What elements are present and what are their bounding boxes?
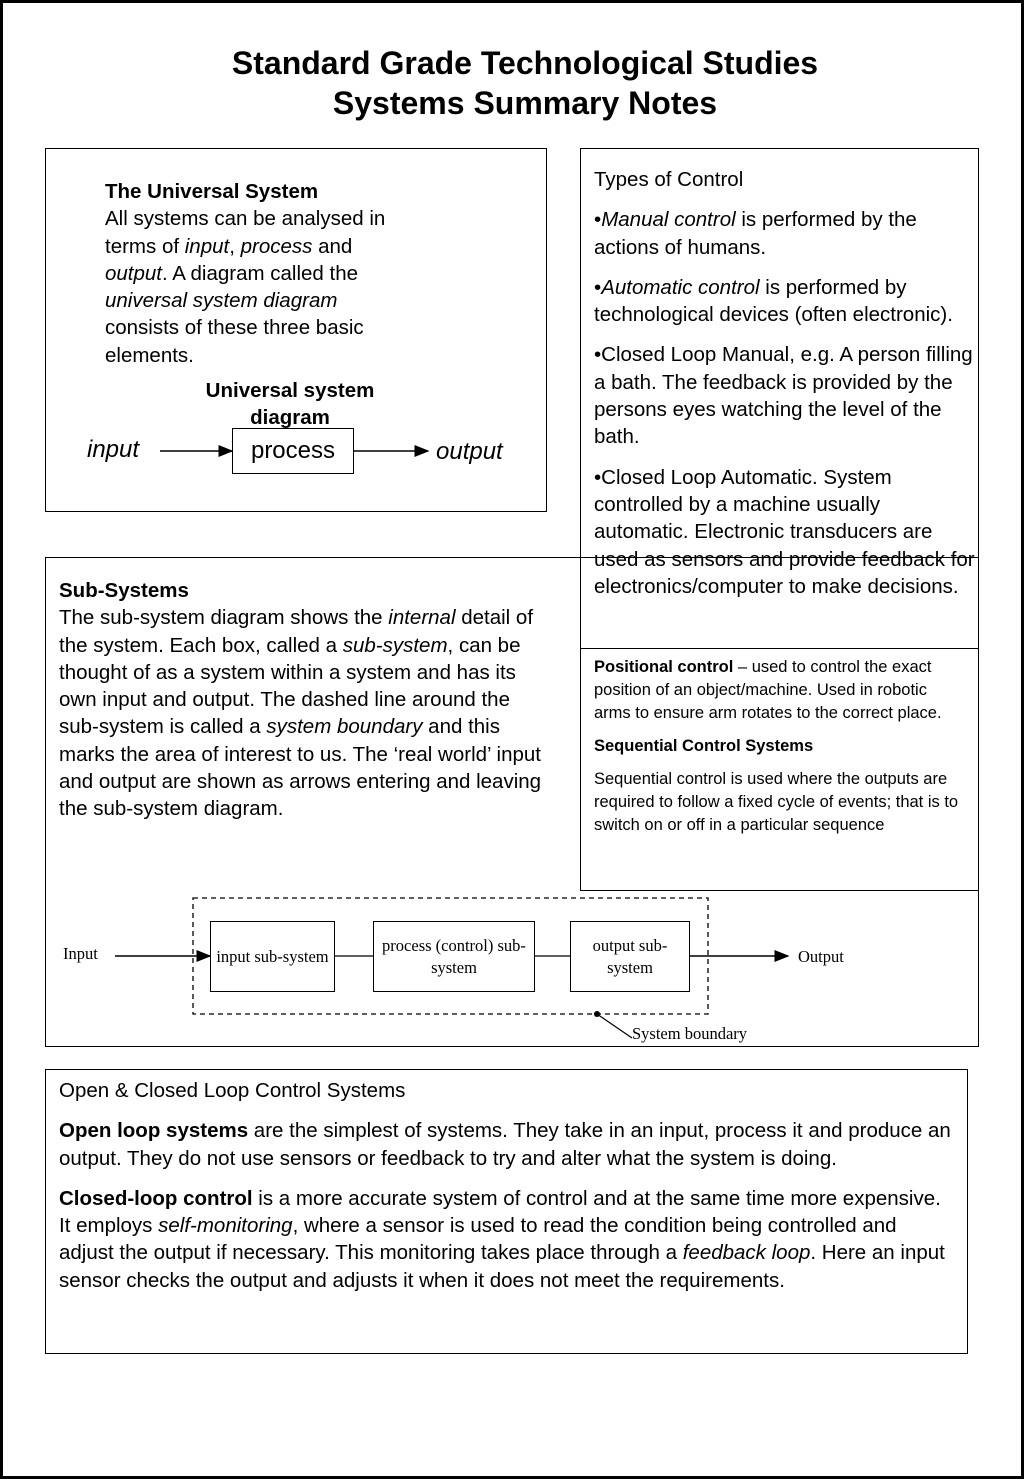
universal-em-process: process: [240, 234, 313, 258]
sub-systems-heading: Sub-Systems: [59, 579, 189, 602]
open-loop-bold: Open loop systems: [59, 1119, 249, 1143]
sequential-heading: Sequential Control Systems: [594, 737, 814, 755]
closed-loop-text-1: is a more accurate system of control and at the same time more expensive. It employs: [59, 1186, 941, 1238]
sub-text-1: The sub-system diagram shows the: [59, 606, 389, 630]
universal-text-1: All systems can be analysed in terms of: [105, 207, 386, 258]
universal-em-input: input: [184, 234, 230, 258]
automatic-control-text: is performed by technological devices (often electronic).: [594, 275, 953, 327]
universal-heading: The Universal System: [105, 180, 319, 203]
manual-control-em: Manual control: [601, 208, 736, 232]
manual-control-text: is performed by the actions of humans.: [594, 208, 917, 259]
universal-input-label: input: [87, 436, 140, 463]
input-subsystem-box: input sub-system: [210, 921, 335, 992]
sub-em-subsystem: sub-system: [342, 633, 448, 657]
sub-input-label: Input: [63, 944, 98, 963]
sub-text-2: detail of the system. Each box, called a: [59, 606, 534, 657]
sub-text-4: and this marks the area of interest to us. The ‘real world’ input and output are shown as arrows entering and leaving the sub-system diagram.: [59, 715, 542, 821]
universal-diagram-title: Universal system diagram: [205, 379, 375, 429]
system-boundary-label: System boundary: [632, 1024, 748, 1043]
automatic-control-em: Automatic control: [601, 275, 760, 299]
universal-output-label: output: [436, 438, 503, 465]
page-subtitle: Systems Summary Notes: [332, 85, 718, 121]
universal-em-output: output: [105, 261, 162, 285]
closed-loop-text-2: , where a sensor is used to read the condition being controlled and adjust the output if necessary. This monitoring takes place through a: [59, 1214, 897, 1265]
positional-text: – used to control the exact position of an object/machine. Used in robotic arms to ensure arm rotates to the correct place.: [594, 658, 942, 722]
sub-em-boundary: system boundary: [266, 715, 423, 739]
closed-loop-bold: Closed-loop control: [59, 1186, 253, 1210]
closed-loop-em-2: feedback loop: [682, 1241, 811, 1265]
page-title: Standard Grade Technological Studies: [231, 45, 819, 81]
boundary-pointer-dot: [594, 1011, 600, 1017]
universal-text-3: and: [312, 234, 353, 258]
universal-em-diagram: universal system diagram: [105, 289, 338, 313]
positional-heading: Positional control: [594, 658, 734, 676]
closed-loop-text-3: . Here an input sensor checks the output and adjusts it when it does not meet the requirements.: [59, 1241, 945, 1292]
auto-bullet: •: [594, 275, 602, 299]
output-subsystem-box: output sub-system: [570, 921, 690, 992]
closed-loop-em-1: self-monitoring: [158, 1214, 293, 1238]
universal-text-4: . A diagram called the: [162, 261, 359, 285]
closed-loop-automatic-text: •Closed Loop Automatic. System controlled by a machine usually automatic. Electronic transducers are used as sensors and provide feedback for electronics/computer to make decisions.: [594, 465, 975, 598]
manual-bullet: •: [594, 208, 602, 232]
loop-control-text: [59, 1077, 954, 1294]
boundary-pointer: [597, 1014, 632, 1038]
process-subsystem-box: process (control) sub-system: [373, 921, 535, 992]
sub-text-3: , can be thought of as a system within a system and has its own input and output. The dashed line around the sub-system is called a: [59, 633, 521, 739]
universal-text-2: ,: [229, 234, 241, 258]
sub-output-label: Output: [798, 947, 844, 966]
sub-em-internal: internal: [388, 606, 456, 630]
loop-heading: Open & Closed Loop Control Systems: [59, 1079, 406, 1102]
universal-text-5: consists of these three basic elements.: [105, 316, 364, 367]
process-box: process: [232, 428, 354, 474]
closed-loop-manual-text: •Closed Loop Manual, e.g. A person filling a bath. The feedback is provided by the persons eyes watching the level of the bath.: [594, 343, 973, 449]
open-loop-text: are the simplest of systems. They take in an input, process it and produce an output. They do not use sensors or feedback to try and alter what the system is doing.: [59, 1119, 951, 1170]
sequential-text: Sequential control is used where the outputs are required to follow a fixed cycle of events; that is to switch on or off in a particular sequence: [594, 770, 959, 834]
control-heading: Types of Control: [594, 168, 744, 191]
